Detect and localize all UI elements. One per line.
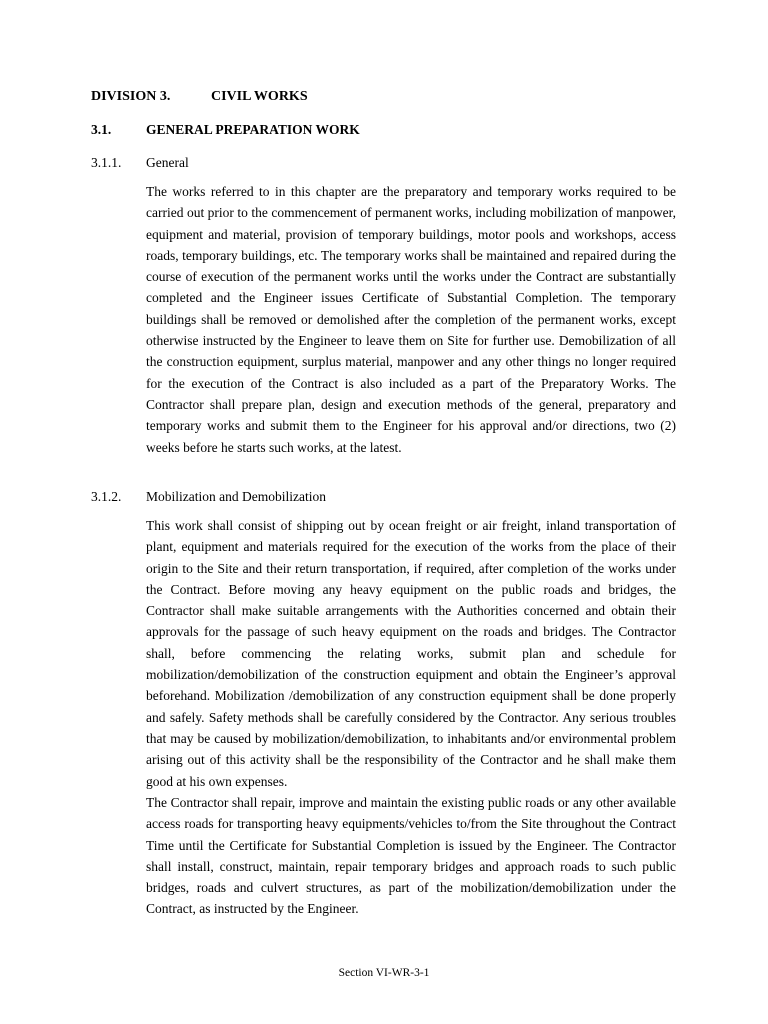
subsection-number: 3.1.1. (91, 155, 122, 170)
section-heading (91, 121, 360, 139)
paragraph-mobilization-1: This work shall consist of shipping out by ocean freight or air freight, inland transportation of plant, equipment and materials required for the execution of the works from the place of their origin to the Site and their return transportation, if required, after completion of the works under the Contract. Before moving any heavy equipment on the public roads and bridges, the Contractor shall make suitable arrangements with the Authorities concerned and obtain their approvals for the passage of such heavy equipment on the roads and bridges. The Contractor shall, before commencing the relating works, submit plan and schedule for mobilization/demobilization of the construction equipment and obtain the Engineer’s approval beforehand. Mobilization /demobilization of any construction equipment shall be done properly and safely. Safety methods shall be carefully considered by the Contractor. Any serious troubles that may be caused by mobilization/demobilization, to inhabitants and/or environmental problem arising out of this activity shall be the responsibility of the Contractor and he shall make them good at his own expenses. (146, 518, 676, 789)
section-number: 3.1. (91, 122, 112, 137)
division-number: DIVISION 3. (91, 89, 171, 104)
subsection-number: 3.1.2. (91, 489, 122, 504)
subsection-title: Mobilization and Demobilization (146, 489, 326, 504)
paragraph-general: The works referred to in this chapter are the preparatory and temporary works required to be carried out prior to the commencement of permanent works, including mobilization of manpower, equipment and material, provision of temporary buildings, motor pools and workshops, access roads, temporary buildings, etc. The temporary works shall be maintained and repaired during the course of execution of the permanent works until the works under the Contract are substantially completed and the Engineer issues Certificate of Substantial Completion. The temporary buildings shall be removed or demolished after the completion of the permanent works, except otherwise instructed by the Engineer to leave them on Site for further use. Demobilization of all the construction equipment, surplus material, manpower and any other things no longer required for the execution of the Contract is also included as a part of the Preparatory Works. The Contractor shall prepare plan, design and execution methods of the general, preparatory and temporary works and submit them to the Engineer for his approval and/or directions, two (2) weeks before he starts such works, at the latest. (146, 184, 676, 455)
division-heading (91, 88, 308, 106)
division-title: CIVIL WORKS (211, 89, 308, 104)
page-footer: Section VI-WR-3-1 (338, 967, 430, 979)
subsection-heading-general (91, 154, 189, 172)
paragraph-mobilization-2: The Contractor shall repair, improve and maintain the existing public roads or any other available access roads for transporting heavy equipments/vehicles to/from the Site throughout the Contract Time until the Certificate for Substantial Completion is issued by the Engineer. The Contractor shall install, construct, maintain, repair temporary bridges and approach roads to such public bridges, roads and culvert structures, as part of the mobilization/demobilization under the Contract, as instructed by the Engineer. (146, 795, 676, 917)
section-title: GENERAL PREPARATION WORK (146, 122, 360, 137)
subsection-heading-mobilization (91, 488, 326, 506)
subsection-title: General (146, 155, 189, 170)
